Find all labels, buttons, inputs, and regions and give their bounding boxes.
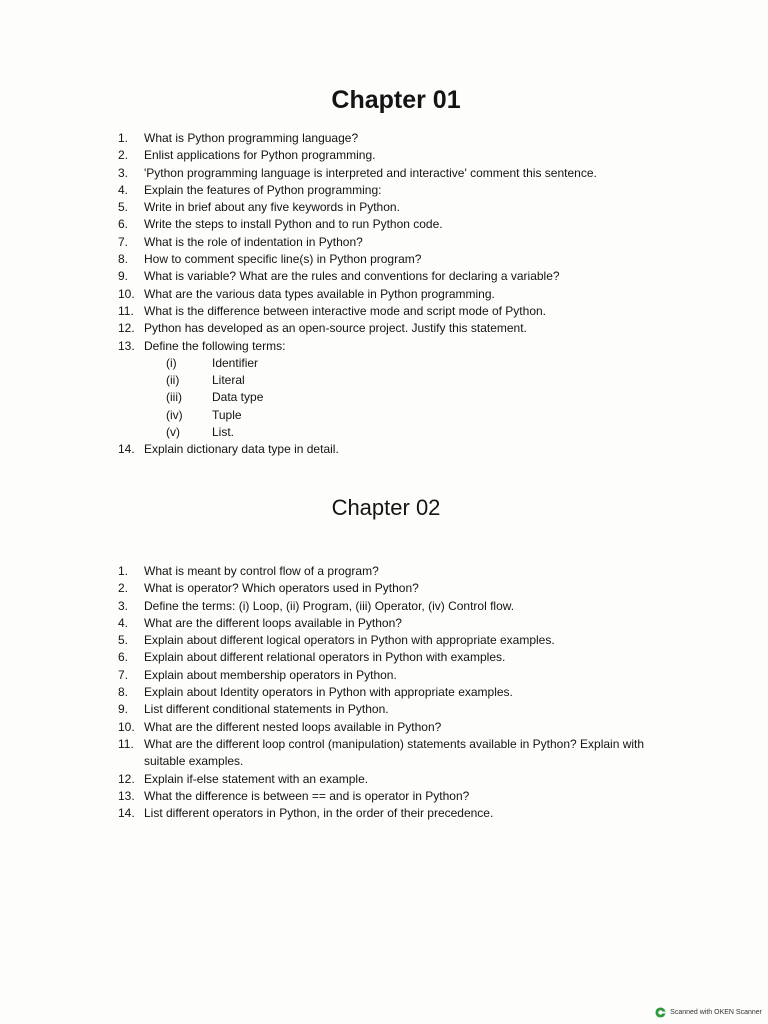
question-text: Explain dictionary data type in detail. (144, 442, 339, 457)
question-item (118, 251, 658, 268)
question-text: Define the following terms: (144, 338, 286, 353)
scanner-watermark-text: Scanned with OKEN Scanner (670, 1009, 762, 1016)
question-text: Python has developed as an open-source project. Justify this statement. (144, 321, 527, 336)
term-number: (i) (166, 355, 177, 370)
question-item (118, 580, 658, 597)
question-text: What are the different loops available in Python? (144, 615, 402, 630)
question-number: 8. (118, 685, 129, 700)
question-item (118, 563, 658, 580)
question-item (118, 719, 658, 736)
question-text: 'Python programming language is interpreted and interactive' comment this sentence. (144, 165, 597, 180)
question-text: What is meant by control flow of a program? (144, 564, 379, 578)
question-number: 12. (118, 321, 135, 336)
chapter-01-title: Chapter 01 (331, 86, 461, 114)
question-number: 11. (118, 303, 134, 318)
question-text: What the difference is between == and is operator in Python? (144, 788, 470, 803)
term-number: (iii) (166, 390, 182, 405)
question-item (118, 632, 658, 649)
question-number: 8. (118, 252, 129, 267)
question-text: What is the role of indentation in Python? (144, 234, 363, 249)
term-item (144, 407, 658, 424)
question-item (118, 268, 658, 285)
question-number: 10. (118, 719, 135, 734)
question-number: 10. (118, 286, 135, 301)
term-text: Literal (212, 373, 245, 388)
question-text: What is the difference between interactive mode and script mode of Python. (144, 303, 546, 318)
question-number: 6. (118, 650, 129, 665)
question-item (118, 303, 658, 320)
term-item (144, 372, 658, 389)
question-number: 4. (118, 615, 129, 630)
oken-scanner-logo-icon (655, 1007, 666, 1018)
question-number: 1. (118, 131, 129, 145)
terms-sublist (144, 355, 658, 441)
question-item (118, 286, 658, 303)
question-text: Explain about different logical operators in Python with appropriate examples. (144, 633, 555, 648)
question-item (118, 182, 658, 199)
question-item (118, 216, 658, 233)
term-number: (v) (166, 425, 180, 440)
question-number: 9. (118, 269, 129, 284)
scanner-watermark (655, 1007, 762, 1018)
question-text: What are the various data types available in Python programming. (144, 286, 495, 301)
question-text: Define the terms: (i) Loop, (ii) Program, (iii) Operator, (iv) Control flow. (144, 598, 515, 613)
question-number: 3. (118, 165, 129, 180)
question-text: What are the different loop control (manipulation) statements available in Python? Explain with suitable examples. (144, 736, 645, 769)
term-text: Tuple (212, 407, 242, 422)
question-item (118, 165, 658, 182)
question-text: Explain about Identity operators in Python with appropriate examples. (144, 685, 513, 700)
question-text: Explain about membership operators in Python. (144, 667, 397, 682)
question-item (118, 320, 658, 337)
question-item (118, 199, 658, 216)
chapter-02-question-list (118, 563, 658, 822)
question-text: How to comment specific line(s) in Python program? (144, 252, 422, 267)
question-number: 5. (118, 633, 129, 648)
question-number: 13. (118, 338, 135, 353)
question-number: 3. (118, 598, 129, 613)
question-item (118, 667, 658, 684)
question-item (118, 147, 658, 164)
question-number: 2. (118, 148, 129, 163)
question-text: List different conditional statements in Python. (144, 702, 389, 717)
question-item (118, 615, 658, 632)
question-text: Explain if-else statement with an example. (144, 771, 369, 786)
question-item (118, 338, 658, 442)
question-item (118, 805, 658, 822)
question-number: 13. (118, 788, 135, 803)
question-text: Explain about different relational operators in Python with examples. (144, 650, 506, 665)
question-text: What is operator? Which operators used in Python? (144, 581, 419, 596)
question-number: 14. (118, 442, 135, 457)
question-text: Enlist applications for Python programming. (144, 148, 376, 163)
term-text: List. (212, 425, 235, 440)
question-number: 14. (118, 806, 135, 821)
question-item (118, 649, 658, 666)
question-number: 9. (118, 702, 129, 717)
term-item (144, 389, 658, 406)
question-number: 7. (118, 234, 129, 249)
question-item (118, 598, 658, 615)
term-text: Identifier (212, 355, 259, 370)
term-number: (iv) (166, 407, 183, 422)
chapter-01-question-list (118, 130, 658, 459)
question-item (118, 701, 658, 718)
question-number: 12. (118, 771, 135, 786)
term-text: Data type (212, 390, 264, 405)
question-text: Write in brief about any five keywords in Python. (144, 200, 400, 215)
question-text: What are the different nested loops available in Python? (144, 719, 442, 734)
question-number: 6. (118, 217, 129, 232)
question-item (118, 234, 658, 251)
term-item (144, 424, 658, 441)
question-text: Write the steps to install Python and to run Python code. (144, 217, 443, 232)
term-item (144, 355, 658, 372)
question-number: 11. (118, 736, 134, 751)
question-item (118, 130, 658, 147)
question-number: 1. (118, 564, 129, 578)
term-number: (ii) (166, 373, 180, 388)
question-item (118, 771, 658, 788)
question-number: 2. (118, 581, 129, 596)
question-number: 5. (118, 200, 129, 215)
question-text: What is Python programming language? (144, 131, 359, 145)
question-item (118, 736, 658, 771)
question-text: Explain the features of Python programming: (144, 182, 382, 197)
question-item (118, 441, 658, 458)
chapter-02-title: Chapter 02 (331, 495, 441, 520)
question-text: List different operators in Python, in the order of their precedence. (144, 806, 494, 821)
question-item (118, 684, 658, 701)
question-text: What is variable? What are the rules and conventions for declaring a variable? (144, 269, 560, 284)
question-item (118, 788, 658, 805)
question-number: 4. (118, 182, 129, 197)
question-number: 7. (118, 667, 129, 682)
